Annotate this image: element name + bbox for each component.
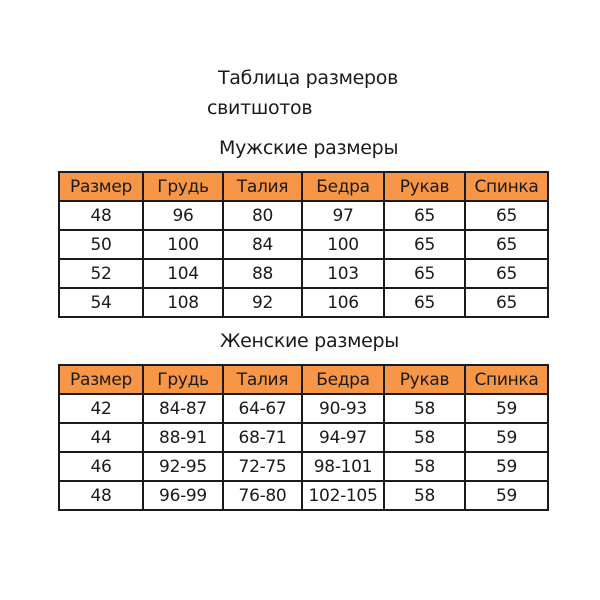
cell-hips: 98-101 <box>302 452 384 481</box>
cell-size: 42 <box>59 394 143 423</box>
cell-chest: 88-91 <box>143 423 223 452</box>
cell-back: 65 <box>465 230 548 259</box>
cell-size: 50 <box>59 230 143 259</box>
cell-sleeve: 65 <box>384 259 465 288</box>
cell-sleeve: 58 <box>384 481 465 510</box>
cell-waist: 76-80 <box>223 481 302 510</box>
table-row <box>59 481 548 510</box>
cell-size: 52 <box>59 259 143 288</box>
table-row <box>59 288 548 317</box>
header-waist: Талия <box>223 365 302 394</box>
header-hips: Бедра <box>302 365 384 394</box>
table-header-row <box>59 365 548 394</box>
cell-sleeve: 65 <box>384 230 465 259</box>
table-row <box>59 452 548 481</box>
cell-chest: 96-99 <box>143 481 223 510</box>
header-chest: Грудь <box>143 172 223 201</box>
header-size: Размер <box>59 365 143 394</box>
cell-hips: 106 <box>302 288 384 317</box>
header-waist: Талия <box>223 172 302 201</box>
cell-hips: 100 <box>302 230 384 259</box>
header-back: Спинка <box>465 172 548 201</box>
cell-back: 65 <box>465 201 548 230</box>
cell-chest: 100 <box>143 230 223 259</box>
men-section-title: Мужские размеры <box>219 137 399 159</box>
cell-size: 54 <box>59 288 143 317</box>
cell-back: 59 <box>465 394 548 423</box>
cell-chest: 84-87 <box>143 394 223 423</box>
cell-chest: 96 <box>143 201 223 230</box>
women-size-table <box>58 364 549 511</box>
cell-back: 65 <box>465 288 548 317</box>
cell-hips: 102-105 <box>302 481 384 510</box>
cell-waist: 88 <box>223 259 302 288</box>
cell-size: 48 <box>59 481 143 510</box>
header-sleeve: Рукав <box>384 172 465 201</box>
cell-size: 46 <box>59 452 143 481</box>
cell-waist: 64-67 <box>223 394 302 423</box>
table-row <box>59 423 548 452</box>
cell-waist: 72-75 <box>223 452 302 481</box>
cell-size: 44 <box>59 423 143 452</box>
cell-sleeve: 65 <box>384 201 465 230</box>
cell-sleeve: 58 <box>384 394 465 423</box>
cell-back: 65 <box>465 259 548 288</box>
header-size: Размер <box>59 172 143 201</box>
men-size-table <box>58 171 549 318</box>
cell-waist: 92 <box>223 288 302 317</box>
cell-sleeve: 65 <box>384 288 465 317</box>
table-row <box>59 394 548 423</box>
table-row <box>59 201 548 230</box>
cell-back: 59 <box>465 481 548 510</box>
table-header-row <box>59 172 548 201</box>
page-title-line-1: Таблица размеров <box>218 67 398 89</box>
header-sleeve: Рукав <box>384 365 465 394</box>
cell-chest: 108 <box>143 288 223 317</box>
cell-hips: 97 <box>302 201 384 230</box>
cell-sleeve: 58 <box>384 452 465 481</box>
cell-chest: 104 <box>143 259 223 288</box>
header-chest: Грудь <box>143 365 223 394</box>
cell-waist: 84 <box>223 230 302 259</box>
cell-hips: 94-97 <box>302 423 384 452</box>
cell-hips: 103 <box>302 259 384 288</box>
header-back: Спинка <box>465 365 548 394</box>
cell-waist: 80 <box>223 201 302 230</box>
cell-back: 59 <box>465 452 548 481</box>
cell-waist: 68-71 <box>223 423 302 452</box>
cell-back: 59 <box>465 423 548 452</box>
cell-hips: 90-93 <box>302 394 384 423</box>
cell-sleeve: 58 <box>384 423 465 452</box>
table-row <box>59 259 548 288</box>
header-hips: Бедра <box>302 172 384 201</box>
cell-size: 48 <box>59 201 143 230</box>
table-row <box>59 230 548 259</box>
women-section-title: Женские размеры <box>220 330 399 352</box>
page-title-line-2: свитшотов <box>207 97 313 119</box>
cell-chest: 92-95 <box>143 452 223 481</box>
